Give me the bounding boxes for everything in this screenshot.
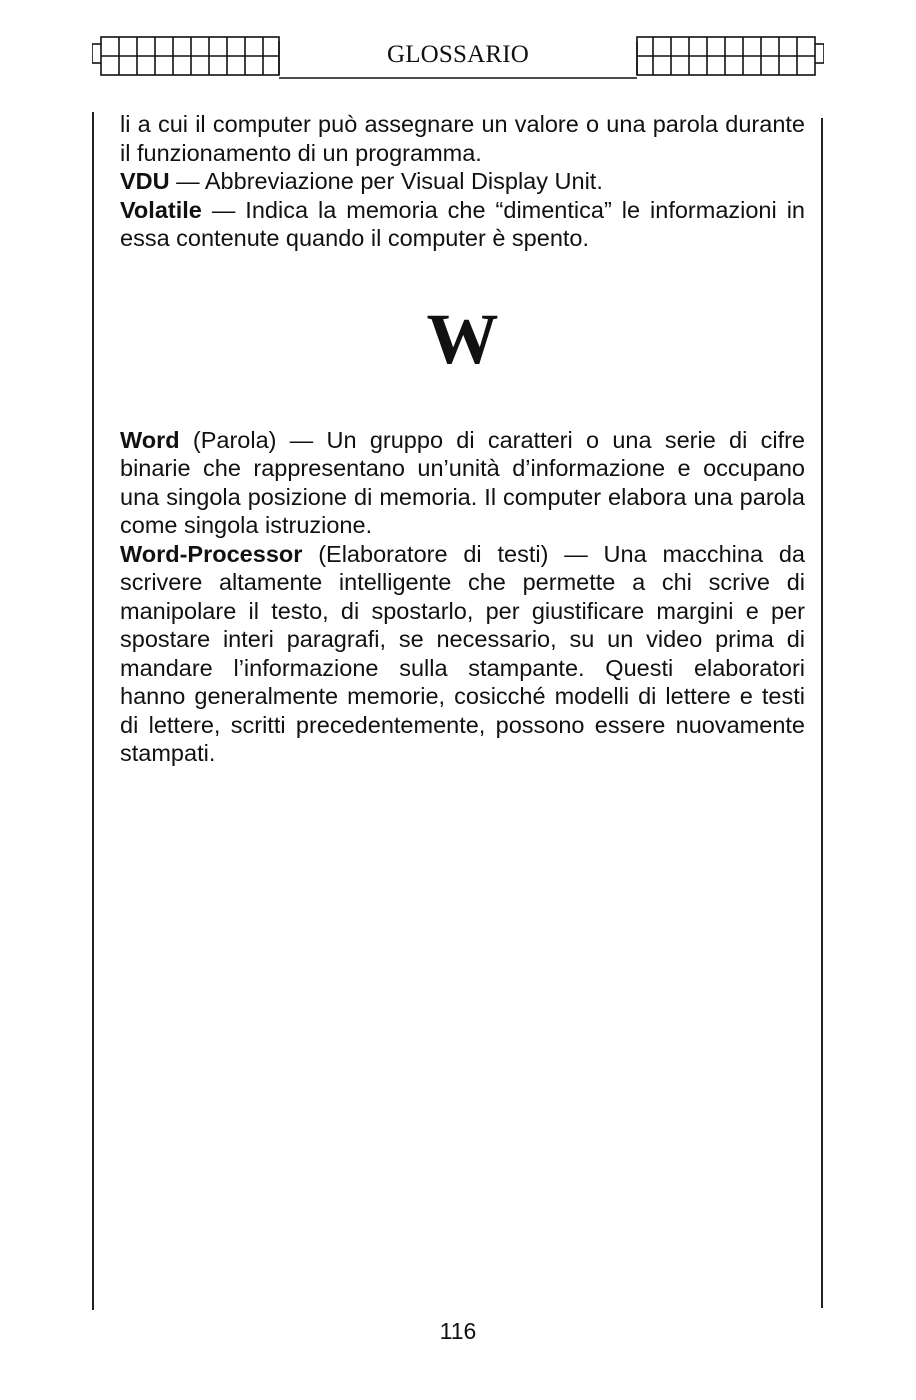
- entry-term: VDU: [120, 168, 170, 194]
- entry-term: Word-Processor: [120, 540, 303, 567]
- header-title: GLOSSARIO: [386, 41, 530, 68]
- page-header: [92, 33, 824, 81]
- entry-text: — Abbreviazione per Visual Display Unit.: [169, 168, 603, 194]
- glossary-entry-word-processor: [120, 540, 805, 768]
- page-number: 116: [439, 1318, 477, 1344]
- glossary-entry-continuation: [120, 110, 805, 167]
- glossary-body: [120, 110, 805, 768]
- entry-text: li a cui il computer può assegnare un valore o una parola durante il funzionamento di un programma.: [120, 111, 805, 166]
- section-letter-heading: W: [426, 298, 499, 379]
- entry-text: (Parola) — Un gruppo di caratteri o una serie di cifre binarie che rappresentano un’unità d’informazione e occupano una singola posizione di memoria. Il computer elabora una parola come singola istruzione.: [120, 426, 805, 538]
- glossary-entry-word: [120, 426, 805, 540]
- glossary-entry-vdu: [120, 167, 805, 196]
- glossary-entry-volatile: [120, 196, 805, 253]
- right-margin-rule: [821, 118, 823, 1308]
- entry-term: Word: [120, 426, 180, 453]
- entry-text: — Indica la memoria che “dimentica” le informazioni in essa contenute quando il computer è spento.: [120, 196, 805, 251]
- entry-text: (Elaboratore di testi) — Una macchina da scrivere altamente intelligente che permette a chi scrive di manipolare il testo, di spostarlo, per giustificare margini e per spostare interi paragrafi, se necessario, su un video prima di mandare l’informazione sulla stampante. Questi elaboratori hanno generalmente memorie, cosicché modelli di lettere e testi di lettere, scritti precedentemente, possono essere nuovamente stampati.: [120, 540, 805, 766]
- entry-term: Volatile: [120, 196, 202, 223]
- left-margin-rule: [92, 112, 94, 1310]
